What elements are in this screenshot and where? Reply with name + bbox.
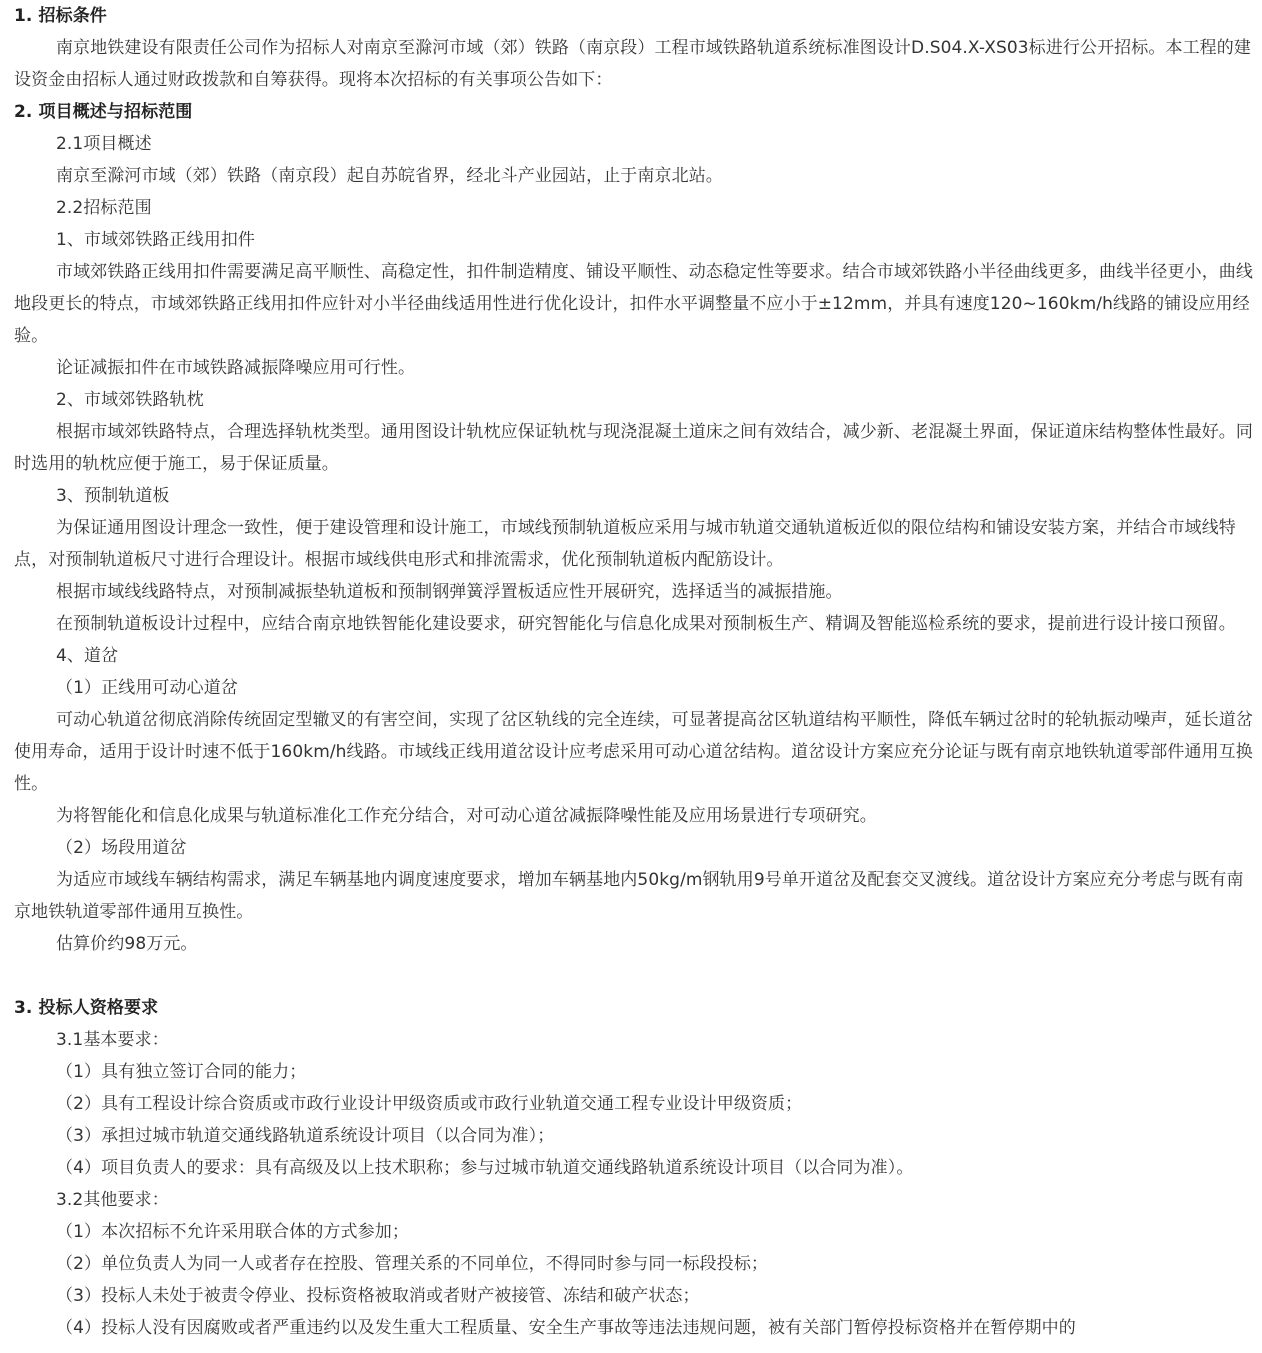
section-1-paragraph: 南京地铁建设有限责任公司作为招标人对南京至滁河市域（郊）铁路（南京段）工程市域铁路轨道系统标准图设计D.S04.X-XS03标进行公开招标。本工程的建设资金由招标人通过财政拨款和自筹获得。现将本次招标的有关事项公告如下： [14, 38, 1251, 90]
section-2-heading: 2. 项目概述与招标范围 [14, 102, 193, 122]
blank-line [0, 960, 1262, 992]
item-1-heading: 1、市域郊铁路正线用扣件 [56, 230, 256, 250]
subsection-2-1-paragraph: 南京至滁河市域（郊）铁路（南京段）起自苏皖省界，经北斗产业园站，止于南京北站。 [56, 166, 723, 186]
requirement-3-2-4: （4）投标人没有因腐败或者严重违约以及发生重大工程质量、安全生产事故等违法违规问题，被有关部门暂停投标资格并在暂停期中的 [56, 1318, 1076, 1338]
item-3-paragraph-1: 为保证通用图设计理念一致性，便于建设管理和设计施工，市域线预制轨道板应采用与城市轨道交通轨道板近似的限位结构和铺设安装方案，并结合市域线特点，对预制轨道板尺寸进行合理设计。根据市域线供电形式和排流需求，优化预制轨道板内配筋设计。 [14, 518, 1236, 570]
requirement-3-1-4: （4）项目负责人的要求：具有高级及以上技术职称；参与过城市轨道交通线路轨道系统设计项目（以合同为准）。 [56, 1158, 914, 1178]
item-3-paragraph-2: 根据市域线线路特点，对预制减振垫轨道板和预制钢弹簧浮置板适应性开展研究，选择适当的减振措施。 [56, 582, 843, 602]
section-1-heading: 1. 招标条件 [14, 6, 107, 26]
estimate-text: 估算价约98万元。 [56, 934, 198, 954]
subsection-2-2-heading: 2.2招标范围 [56, 198, 152, 218]
item-4-1-paragraph-2: 为将智能化和信息化成果与轨道标准化工作充分结合，对可动心道岔减振降噪性能及应用场景进行专项研究。 [56, 806, 877, 826]
requirement-3-2-3: （3）投标人未处于被责令停业、投标资格被取消或者财产被接管、冻结和破产状态； [56, 1286, 700, 1306]
subsection-3-1-heading: 3.1基本要求： [56, 1030, 169, 1050]
item-4-2-paragraph-1: 为适应市域线车辆结构需求，满足车辆基地内调度速度要求，增加车辆基地内50kg/m钢轨用9号单开道岔及配套交叉渡线。道岔设计方案应充分考虑与既有南京地铁轨道零部件通用互换性。 [14, 870, 1244, 922]
item-4-1-heading: （1）正线用可动心道岔 [56, 678, 238, 698]
item-3-heading: 3、预制轨道板 [56, 486, 170, 506]
item-4-heading: 4、道岔 [56, 646, 119, 666]
item-2-heading: 2、市域郊铁路轨枕 [56, 390, 204, 410]
requirement-3-1-2: （2）具有工程设计综合资质或市政行业设计甲级资质或市政行业轨道交通工程专业设计甲级资质； [56, 1094, 803, 1114]
requirement-3-1-1: （1）具有独立签订合同的能力； [56, 1062, 307, 1082]
requirement-3-2-1: （1）本次招标不允许采用联合体的方式参加； [56, 1222, 409, 1242]
requirement-3-1-3: （3）承担过城市轨道交通线路轨道系统设计项目（以合同为准）； [56, 1126, 555, 1146]
item-3-paragraph-3: 在预制轨道板设计过程中，应结合南京地铁智能化建设要求，研究智能化与信息化成果对预制板生产、精调及智能巡检系统的要求，提前进行设计接口预留。 [56, 614, 1236, 634]
item-4-1-paragraph-1: 可动心轨道岔彻底消除传统固定型辙叉的有害空间，实现了岔区轨线的完全连续，可显著提高岔区轨道结构平顺性，降低车辆过岔时的轮轨振动噪声，延长道岔使用寿命，适用于设计时速不低于160km/h线路。市域线正线用道岔设计应考虑采用可动心道岔结构。道岔设计方案应充分论证与既有南京地铁轨道零部件通用互换性。 [14, 710, 1253, 794]
subsection-2-1-heading: 2.1项目概述 [56, 134, 152, 154]
section-3-heading: 3. 投标人资格要求 [14, 998, 159, 1018]
subsection-3-2-heading: 3.2其他要求： [56, 1190, 169, 1210]
item-2-paragraph-1: 根据市域郊铁路特点，合理选择轨枕类型。通用图设计轨枕应保证轨枕与现浇混凝土道床之间有效结合，减少新、老混凝土界面，保证道床结构整体性最好。同时选用的轨枕应便于施工，易于保证质量。 [14, 422, 1253, 474]
item-1-paragraph-2: 论证减振扣件在市域铁路减振降噪应用可行性。 [56, 358, 416, 378]
item-4-2-heading: （2）场段用道岔 [56, 838, 187, 858]
item-1-paragraph-1: 市域郊铁路正线用扣件需要满足高平顺性、高稳定性，扣件制造精度、铺设平顺性、动态稳定性等要求。结合市域郊铁路小半径曲线更多，曲线半径更小，曲线地段更长的特点，市域郊铁路正线用扣件应针对小半径曲线适用性进行优化设计，扣件水平调整量不应小于±12mm，并具有速度120~160km/h线路的铺设应用经验。 [14, 262, 1253, 346]
requirement-3-2-2: （2）单位负责人为同一人或者存在控股、管理关系的不同单位，不得同时参与同一标段投标； [56, 1254, 769, 1274]
